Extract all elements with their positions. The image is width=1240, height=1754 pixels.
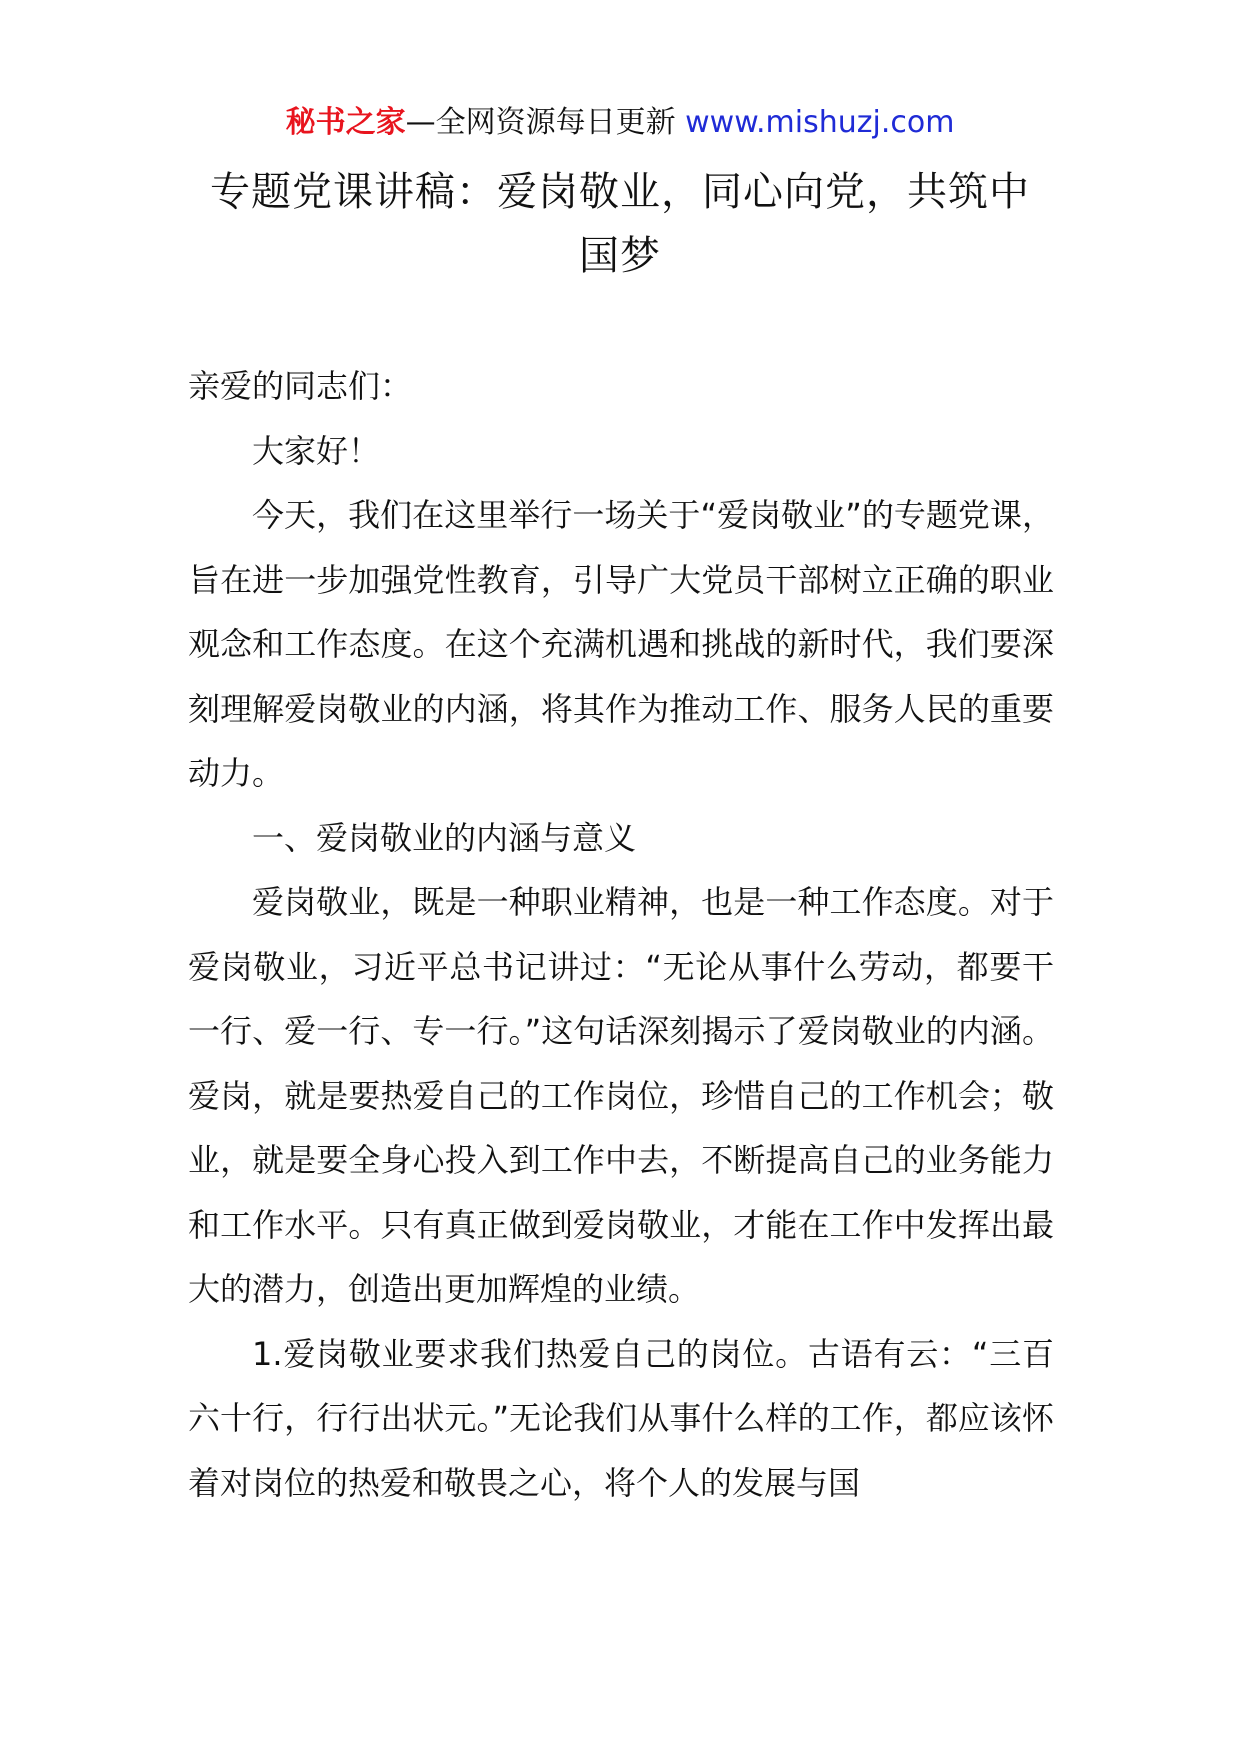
section-heading-1: 一、爱岗敬业的内涵与意义 [252, 818, 637, 857]
site-url-link[interactable]: www.mishuzj.com [685, 105, 955, 140]
salutation: 亲爱的同志们： [188, 367, 413, 405]
paragraph-intro: 今天，我们在这里举行一场关于“爱岗敬业”的专题党课，旨在进一步加强党性教育，引导广大党员干部树立正确的职业观念和工作态度。在这个充满机遇和挑战的新时代，我们要深刻理解爱岗敬业的内涵，将其作为推动工作、服务人民的重要动力。 [188, 496, 1054, 792]
paragraph-point-1: 1.爱岗敬业要求我们热爱自己的岗位。古语有云：“三百六十行，行行出状元。”无论我们从事什么样的工作，都应该怀着对岗位的热爱和敬畏之心，将个人的发展与国 [188, 1334, 1054, 1502]
site-header [0, 100, 1240, 146]
paragraph-meaning: 爱岗敬业，既是一种职业精神，也是一种工作态度。对于爱岗敬业，习近平总书记讲过：“无论从事什么劳动，都要干一行、爱一行、专一行。”这句话深刻揭示了爱岗敬业的内涵。爱岗，就是要热爱自己的工作岗位，珍惜自己的工作机会；敬业，就是要全身心投入到工作中去，不断提高自己的业务能力和工作水平。只有真正做到爱岗敬业，才能在工作中发挥出最大的潜力，创造出更加辉煌的业绩。 [188, 883, 1054, 1308]
site-tagline: —全网资源每日更新 [405, 105, 686, 140]
document-title: 专题党课讲稿：爱岗敬业，同心向党，共筑中国梦 [210, 169, 1030, 279]
site-brand: 秘书之家 [285, 105, 406, 140]
greeting: 大家好！ [252, 431, 381, 470]
document-body [188, 354, 1054, 1515]
